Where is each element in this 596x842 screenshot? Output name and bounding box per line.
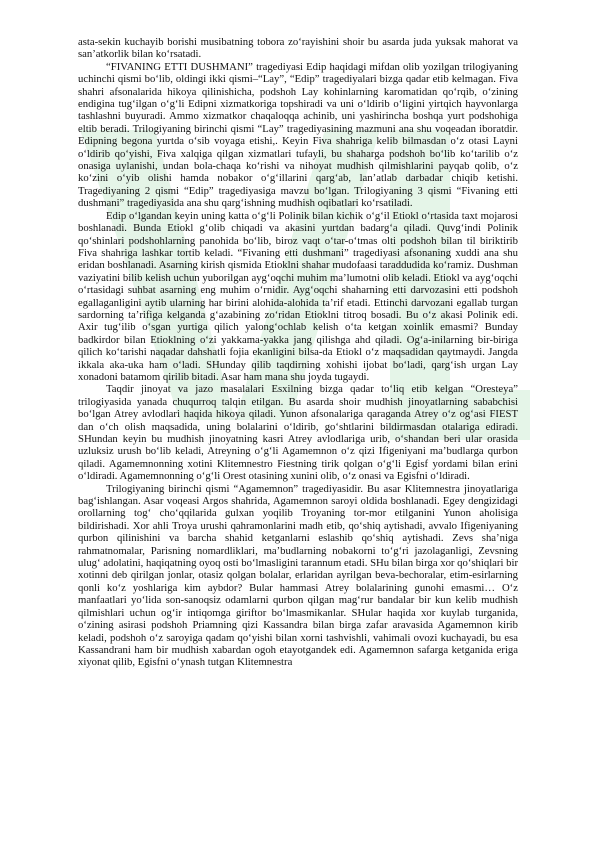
paragraph: asta-sekin kuchayib borishi musibatning tobora zo‘rayishini shoir bu asarda juda yuksak mahorat va san’atkorlik bilan ko‘rsatadi. xyxy=(78,36,518,61)
paragraph: Trilogiyaning birinchi qismi “Agamemnon” tragediyasidir. Bu asar Klitemnestra jinoyatlariga bag‘ishlangan. Asar voqeasi Argos shahrida, Agamemnon saroyi oldida boshlanadi. Egey dengizidagi orollarning tog‘ cho‘qqilarida gulxan yoqilib Troyaning tor-mor etilganini Yunon aholisiga bildirishadi. Xor ahli Troya urushi qahramonlarini madh etib, qo‘shiq aytishadi, avvalo Ifigeniyaning qurbon qilinishini va barcha shahid ketganlarni eslashib qo‘shiq aytishadi. Zevs sha’niga rahmatnomalar, Parisning nomardliklari, ma’budlarning nobakorni to‘g‘ri jazolaganligi, Zevsning ulug‘ adolatini, haqiqatning oyoq osti bo‘lmasligini tarannum etadi. SHu bilan birga xor qo‘shiqlari bir xotinni deb qirilgan jonlar, otasiz qolgan bolalar, erlaridan ayrilgan beva-bechoralar, etim-esirlarning qonli ko‘z yoshlariga kim aybdor? Bular hammasi Atrey bolalarining gunohi emasmi… O‘z manfaatlari yo‘lida son-sanoqsiz odamlarni qurbon qilgan mag‘rur bandalar bir kun kelib mudhish qilmishlari uchun og‘ir intiqomga giriftor bo‘lmasmikanlar. SHular haqida xor kuylab turganida, o‘zining asirasi podshoh Priamning qizi Kassandra bilan birga zafar aravasida Agamemnon kirib keladi, podshoh o‘z saroyiga qadam qo‘yishi bilan xorni tashvishli, vahimali ovozi kuchayadi, bu esa Kassandrani ham bir mudhish xabardan ogoh etayotgandek edi. Agamemnon safarga ketganida eriga xiyonat qilib, Egisfni o‘ynash tutgan Klitemnestra xyxy=(78,482,518,669)
text-body xyxy=(78,36,518,669)
paragraph: Taqdir jinoyat va jazo masalalari Esxilning bizga qadar to‘liq etib kelgan “Oresteya” trilogiyasida yanada chuqurroq talqin etilgan. Bu asarda shoir mudhish jinoyatlarning sababchisi bo‘lgan Atrey avlodlari haqida hikoya qiladi. Yunon afsonalariga qaraganda Atrey o‘z og‘asi FIEST dan o‘ch olish maqsadida, uning bolalarini o‘ldirib, go‘shtlarini bildirmasdan otalariga ediradi. SHundan keyin bu mudhish jinoyatning kasri Atrey avlodlariga urib, o‘shandan beri ular orasida uzluksiz urush bo‘lib keladi, Atreyning o‘g‘li Agamemnon o‘z qizi Ifigeniyani ma’budlarga qurbon qiladi. Agamemnonning xotini Klitemnestro Fiestning tirik qolgan o‘g‘li Egisf yordami bilan erini o‘ldiradi. Agamemnonning o‘g‘li Orest otasining xunini olib, o‘z onasi va Egisfni o‘ldiradi. xyxy=(78,383,518,483)
paragraph: “FIVANING ETTI DUSHMANI” tragediyasi Edip haqidagi mifdan olib yozilgan trilogiyaning uchinchi qismi bo‘lib, oldingi ikki qismi–“Lay”, “Edip” tragediyalari bizga qadar etib kelmagan. Fiva shahri afsonalarida hikoya qilinishicha, podshoh Lay kohinlarning karomatidan qo‘rqib, o‘zining endigina tug‘ilgan o‘g‘li Edipni xizmatkoriga topshiradi va uni o‘ldirib o‘ligini yirtqich hayvonlarga tashlashni buyuradi. Ammo xizmatkor chaqaloqqa achinib, uni yashirincha boshqa yurt podshohiga eltib beradi. Trilogiyaning birinchi qismi “Lay” tragediyasining mazmuni ana shu voqeadan iboratdir. Edipning begona yurtda o‘sib voyaga etishi,. Keyin Fiva shahriga kelib bilmasdan o‘z otasi Layni o‘ldirib qo‘yishi, Fiva xalqiga qilgan xizmatlari tufayli, bu shaharga podshoh bo‘lib ko‘tarilib o‘z onasiga uylanishi, undan bola-chaqa ko‘rishi va nihoyat mudhish qilmishlarini payqab qolib, o‘z ko‘zini o‘yib olishi hamda nobakor o‘g‘illarini qarg‘ab, lan’atlab darbadar chiqib ketishi. Tragediyaning 2 qismi “Edip” tragediyasiga mavzu bo‘lgan. Trilogiyaning 3 qismi “Fivaning etti dushmani” tragediyasida ana shu qarg‘ishning mudhish oqibatlari ko‘rsatiladi. xyxy=(78,60,518,210)
paragraph: Edip o‘lgandan keyin uning katta o‘g‘li Polinik bilan kichik o‘g‘il Etiokl o‘rtasida taxt mojarosi boshlanadi. Bunda Etiokl g‘olib chiqadi va akasini yurtdan badarg‘a qiladi. Quvg‘indi Polinik qo‘shinlari podshohlarning panohida bo‘lib, biroz vaqt o‘tar-o‘tmas olti podshoh bilan til biriktirib Fiva shahriga lashkar tortib keladi. “Fivaning etti dushmani” tragediyasi afsonaning xuddi ana shu eridan boshlanadi. Asarning kirish qismida Etioklni shahar mudofaasi taraddudida ko‘ramiz. Dushman vaziyatini bilib kelish uchun yuborilgan ayg‘oqchi muhim ma’lumotni olib keladi. Etiokl va ayg‘oqchi o‘rtasidagi suhbat asarning eng muhim o‘rnidir. Ayg‘oqchi shaharning etti darvozasini etti podshoh egallaganligini aytib ularning har birini alohida-alohida ta’rif etadi. Ettinchi darvozani egallab turgan sardorning ta’rifiga kelganda g‘azabining zo‘ridan Etioklni titroq bosadi. Bu o‘z akasi Polinik edi. Axir tug‘ilib o‘sgan yurtiga qilich yalong‘ochlab kelish o‘ta ketgan xoinlik emasmi? Bunday badkirdor bilan Etioklning o‘zi yakkama-yakka jang qilishga ahd qiladi. Og‘a-inilarning bir-biriga qilich ko‘tarishi naqadar dahshatli fojia ekanligini bilsa-da Etiokl o‘z maqsadidan qaytmaydi. Jangda ikkala aka-uka ham o‘ladi. SHunday qilib taqdirning xohishi ijobat bo‘ladi, qarg‘ish urgan Lay xonadoni batamom qirilib bitadi. Asar ham mana shu joyda tugaydi. xyxy=(78,209,518,383)
